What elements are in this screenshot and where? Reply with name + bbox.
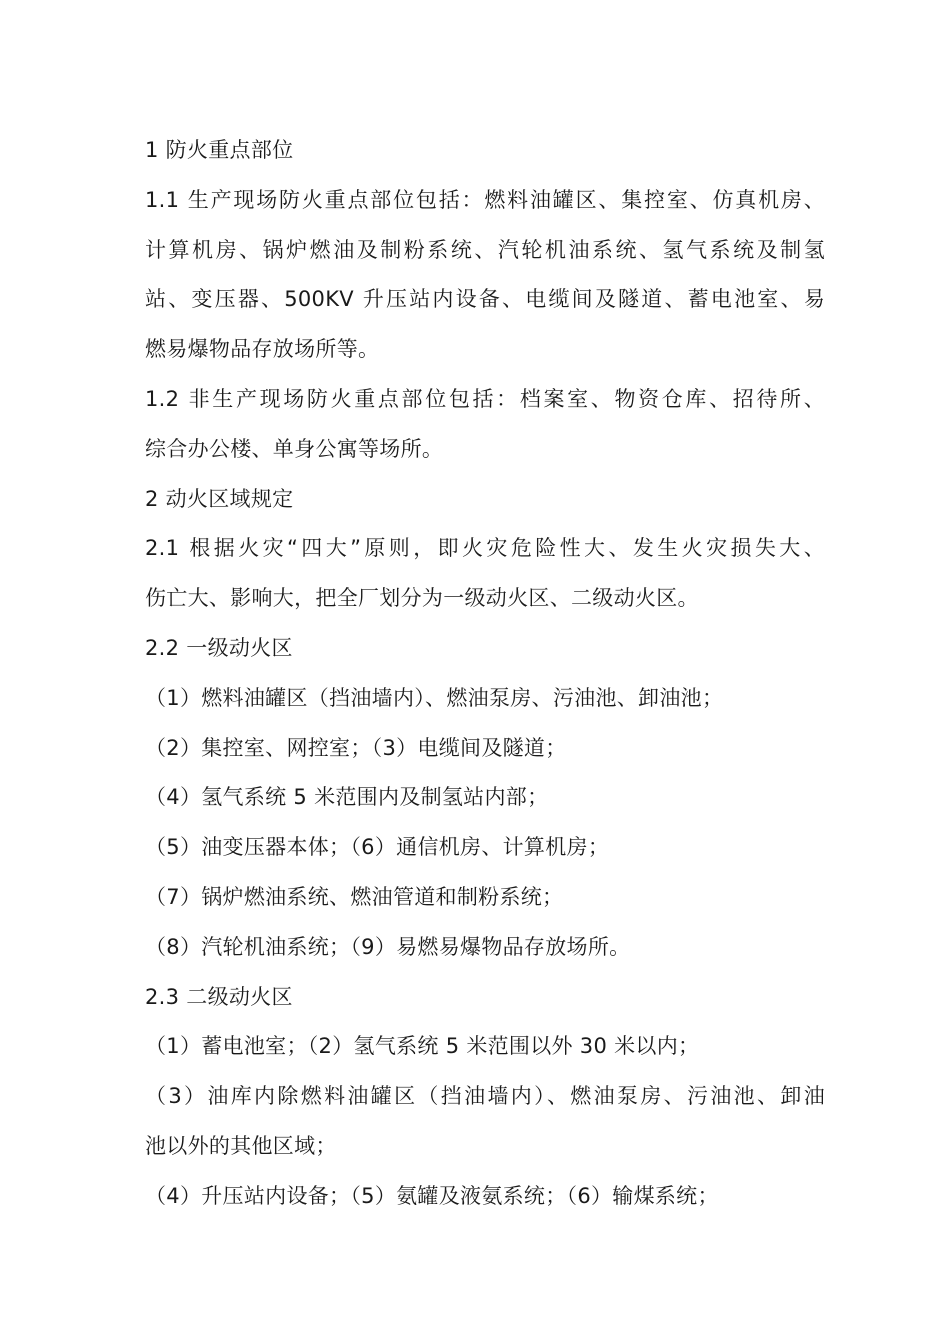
paragraph-line: 1.1 生产现场防火重点部位包括：燃料油罐区、集控室、仿真机房、 xyxy=(145,187,825,212)
list-item: （4）氢气系统 5 米范围内及制氢站内部； xyxy=(145,785,549,810)
heading-hot-work-zones: 2 动火区域规定 xyxy=(145,486,294,511)
paragraph-line: 站、变压器、500KV 升压站内设备、电缆间及隧道、蓄电池室、易 xyxy=(145,287,825,312)
heading-fire-key-areas: 1 防火重点部位 xyxy=(145,138,294,162)
paragraph-line: 综合办公楼、单身公寓等场所。 xyxy=(145,436,444,461)
list-item: （1）燃料油罐区（挡油墙内）、燃油泵房、污油池、卸油池； xyxy=(145,685,724,710)
heading-level-two-zone: 2.3 二级动火区 xyxy=(145,984,293,1009)
paragraph-line: 1.2 非生产现场防火重点部位包括：档案室、物资仓库、招待所、 xyxy=(145,386,825,411)
list-item: （3）油库内除燃料油罐区（挡油墙内）、燃油泵房、污油池、卸油 xyxy=(145,1084,825,1109)
document-body xyxy=(145,126,825,1222)
list-item: （2）集控室、网控室；（3）电缆间及隧道； xyxy=(145,735,567,760)
list-item: （7）锅炉燃油系统、燃油管道和制粉系统； xyxy=(145,884,564,909)
list-item: 池以外的其他区域； xyxy=(145,1133,337,1158)
paragraph-line: 燃易爆物品存放场所等。 xyxy=(145,337,380,362)
paragraph-line: 2.1 根据火灾“四大”原则，即火灾危险性大、发生火灾损失大、 xyxy=(145,536,825,561)
list-item: （5）油变压器本体；（6）通信机房、计算机房； xyxy=(145,835,610,860)
list-item: （8）汽轮机油系统；（9）易燃易爆物品存放场所。 xyxy=(145,934,631,959)
paragraph-line: 计算机房、锅炉燃油及制粉系统、汽轮机油系统、氢气系统及制氢 xyxy=(145,237,825,262)
heading-level-one-zone: 2.2 一级动火区 xyxy=(145,635,293,660)
paragraph-line: 伤亡大、影响大，把全厂划分为一级动火区、二级动火区。 xyxy=(145,586,699,611)
list-item: （4）升压站内设备；（5）氨罐及液氨系统；（6）输煤系统； xyxy=(145,1183,719,1208)
list-item: （1）蓄电池室；（2）氢气系统 5 米范围以外 30 米以内； xyxy=(145,1034,700,1059)
